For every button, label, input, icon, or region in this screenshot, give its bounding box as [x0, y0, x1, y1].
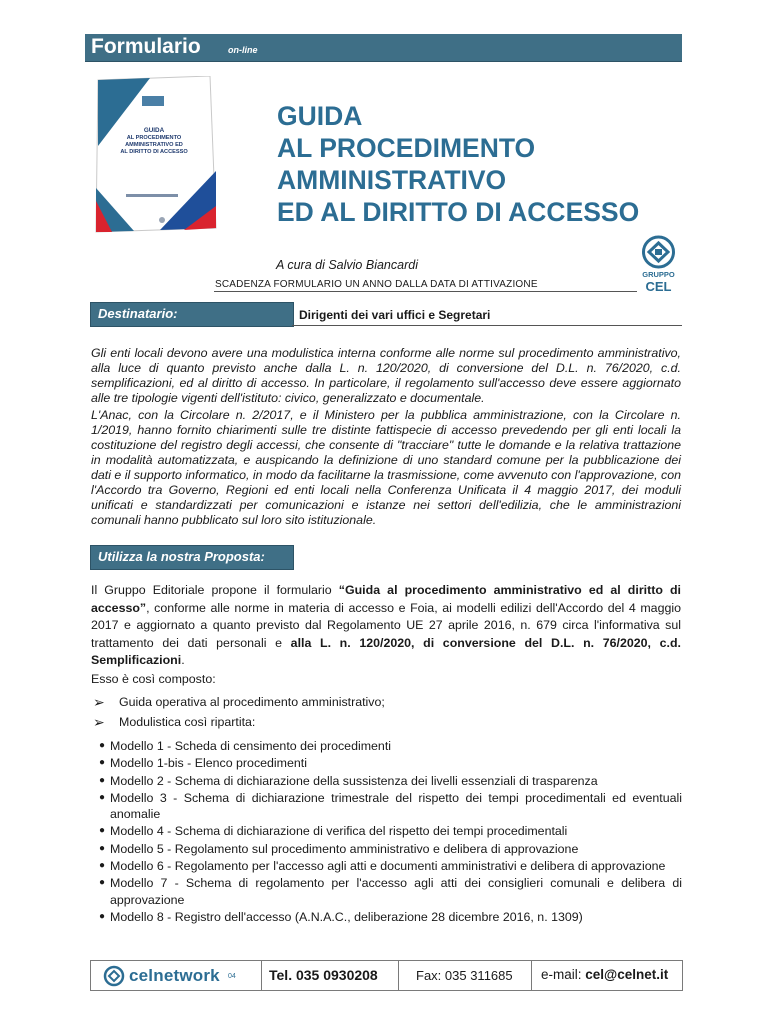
- bullet-icon: ●: [99, 774, 106, 786]
- model-label: Modello 3 - Schema di dichiarazione trimestrale del rispetto dei tempi procedimentali ed eventuali anomalie: [110, 790, 682, 822]
- model-label: Modello 1 - Scheda di censimento dei procedimenti: [110, 739, 392, 753]
- brand-tag: on-line: [228, 45, 258, 55]
- model-label: Modello 2 - Schema di dichiarazione della sussistenza dei livelli essenziali di trasparenza: [110, 773, 598, 788]
- models-list: [97, 738, 682, 926]
- title-line: GUIDA: [277, 101, 363, 131]
- email-contact: [541, 967, 668, 982]
- title-line: AMMINISTRATIVO: [277, 165, 507, 195]
- arrow-list-item: [93, 714, 256, 731]
- proposta-label: Utilizza la nostra Proposta:: [98, 549, 265, 564]
- bullet-icon: ●: [99, 860, 106, 872]
- document-title: [277, 100, 639, 228]
- fax-number: Fax: 035 311685: [416, 968, 513, 983]
- anac-paragraph: L'Anac, con la Circolare n. 2/2017, e il Ministero per la pubblica amministrazione, con la Circolare n. 1/2019, hanno fornito chiarimenti sulle tre distinte fattispecie di accesso prevedendo per gli enti locali la costituzione del registro degli accessi, che consente di "tracciare" tutte le domande e la relativa trattazione in modalità automatizzata, e auspicando la definizione di uno standard comune per la pubblicazione dei dati e il supporto informatico, in modo da facilitarne la trasmissione, come avvenuto con l'approvazione, con l'Accordo tra Governo, Regioni ed enti locali nella Conferenza Unificata il 4 maggio 2017, dei moduli unificati e standardizzati per comunicazioni e istanze nei settori dell'edilizia, che le amministrazioni comunali hanno pubblicato sul loro sito istituzionale.: [91, 408, 681, 527]
- model-label: Modello 4 - Schema di dichiarazione di verifica del rispetto dei tempi procedimentali: [110, 824, 568, 839]
- intro-bold-title: “Guida al procedimento amministrativo ed al diritto di accesso”: [91, 583, 681, 615]
- list-item: [97, 738, 682, 754]
- bullet-icon: ●: [99, 877, 106, 889]
- intro-bold-law: alla L. n. 120/2020, di conversione del D.L. n. 76/2020, c.d. Semplificazioni: [91, 635, 681, 667]
- footer-cell-network: [91, 961, 262, 990]
- list-item: [97, 823, 682, 839]
- book-title-line: AMMINISTRATIVO ED: [125, 142, 183, 148]
- model-label: Modello 7 - Schema di regolamento per l'accesso agli atti dei consiglieri comunali e delibera di approvazione: [110, 876, 682, 907]
- book-title-line: AL PROCEDIMENTO: [126, 135, 182, 141]
- arrow-list-item: [93, 694, 385, 711]
- logo-text: GRUPPO: [642, 270, 675, 279]
- destinatario-value: Dirigenti dei vari uffici e Segretari: [299, 308, 491, 322]
- title-line: AL PROCEDIMENTO: [277, 133, 536, 163]
- network-suffix: 04: [228, 973, 236, 980]
- divider: [214, 291, 637, 292]
- list-item: [97, 790, 682, 823]
- model-label: Modello 1-bis - Elenco procedimenti: [110, 756, 307, 771]
- arrow-item-label: Guida operativa al procedimento amministrativo;: [119, 695, 385, 709]
- book-title-line: GUIDA: [143, 127, 165, 134]
- model-label: Modello 5 - Regolamento sul procedimento amministrativo e delibera di approvazione: [110, 841, 579, 856]
- list-item: [97, 773, 682, 789]
- book-cover-image: [90, 76, 218, 234]
- bullet-icon: ●: [99, 740, 106, 751]
- list-item: [97, 909, 682, 925]
- phone-number: Tel. 035 0930208: [269, 967, 378, 983]
- intro-text: , conforme alle norme in materia di accesso e Foia, ai modelli edilizi dell'Accordo del 4 maggio 2017 e aggiornato a quanto previsto dal Regolamento UE 27 aprile 2016, n. 679 circa l'informativa sul trattamento dei dati personali e: [91, 600, 681, 650]
- intro-paragraph: Gli enti locali devono avere una modulistica interna conforme alle norme sul procedimento amministrativo, alla luce di quanto previsto anche dalla L. n. 120/2020, di conversione del D.L. n. 76/2020, c.d. semplificazioni, ed al diritto di accesso. In particolare, il regolamento sull'accesso deve essere aggiornato alle tre tipologie vigenti dell'istituto: civico, generalizzato e documentale.: [91, 346, 681, 405]
- composition-heading: Esso è così composto:: [91, 672, 216, 686]
- list-item: [97, 755, 682, 771]
- email-label: e-mail:: [541, 967, 586, 982]
- list-item: [97, 858, 682, 874]
- intro-text: .: [181, 653, 185, 667]
- logo-text: CEL: [645, 279, 672, 294]
- curator-line: A cura di Salvio Biancardi: [276, 258, 418, 272]
- bullet-icon: ●: [99, 757, 106, 769]
- model-label: Modello 6 - Regolamento per l'accesso agli atti e documenti amministrativi e delibera di approvazione: [110, 859, 666, 874]
- title-line: ED AL DIRITTO DI ACCESSO: [277, 197, 640, 227]
- model-label: Modello 8 - Registro dell'accesso (A.N.A.C., deliberazione 28 dicembre 2016, n. 1309): [110, 909, 583, 924]
- network-name: celnetwork: [129, 966, 220, 985]
- list-item: [97, 875, 682, 908]
- list-item: [97, 841, 682, 857]
- header-bar: [85, 34, 682, 62]
- bullet-icon: ●: [99, 910, 106, 922]
- celnetwork-logo-icon: [103, 965, 125, 987]
- arrow-item-label: Modulistica così ripartita:: [119, 715, 256, 729]
- bullet-icon: ●: [99, 842, 106, 854]
- proposta-intro: [91, 582, 681, 670]
- destinatario-label: Destinatario:: [98, 306, 178, 321]
- gruppo-cel-logo: [637, 235, 680, 295]
- bullet-icon: ●: [99, 825, 106, 837]
- arrow-bullet-icon: ➢: [93, 714, 105, 730]
- bullet-icon: ●: [99, 791, 106, 803]
- brand-title: Formulario: [91, 35, 201, 58]
- contact-footer: [90, 960, 683, 991]
- book-title-line: AL DIRITTO DI ACCESSO: [120, 149, 188, 155]
- divider: [292, 325, 682, 326]
- intro-text: Il Gruppo Editoriale propone il formulario: [91, 583, 339, 597]
- arrow-bullet-icon: ➢: [93, 694, 105, 710]
- email-link[interactable]: cel@celnet.it: [585, 967, 669, 982]
- expiry-note: SCADENZA FORMULARIO UN ANNO DALLA DATA DI ATTIVAZIONE: [215, 279, 538, 290]
